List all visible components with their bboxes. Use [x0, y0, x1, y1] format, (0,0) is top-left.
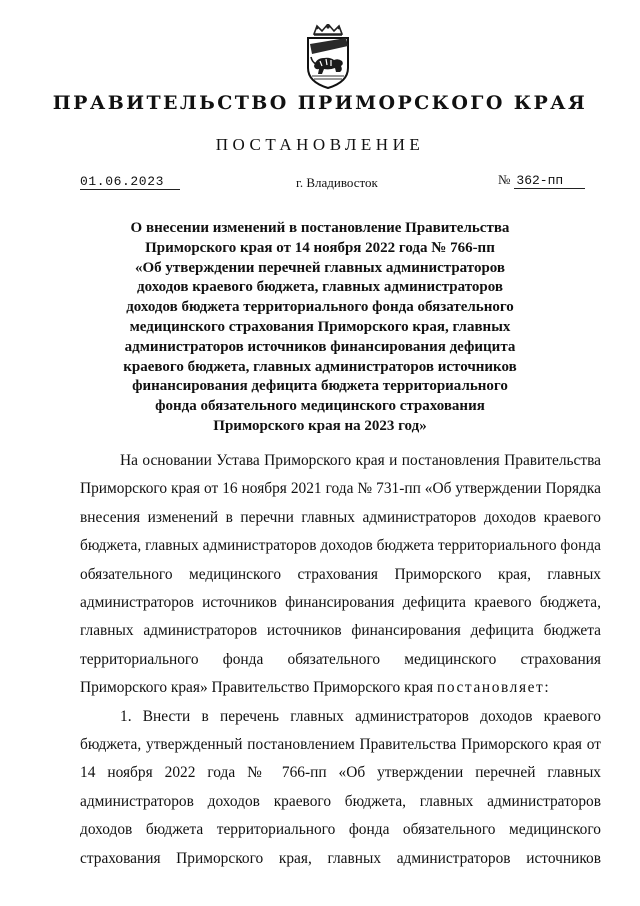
body-paragraph — [80, 703, 601, 873]
body-line: бюджета, утвержденный постановлением Правительства Приморского края от — [80, 736, 601, 754]
body-line: администраторов доходов краевого бюджета, главных администраторов — [80, 792, 601, 810]
number-label: № — [498, 172, 511, 187]
title-line: доходов краевого бюджета, главных администраторов — [137, 279, 503, 296]
document-body — [80, 447, 601, 873]
body-line: доходов бюджета территориального фонда обязательного медицинского — [80, 821, 601, 839]
document-title — [80, 219, 560, 437]
title-line: фонда обязательного медицинского страхования — [155, 398, 485, 415]
document-date: 01.06.2023 — [80, 174, 180, 190]
title-line: Приморского края на 2023 год» — [213, 417, 427, 434]
body-line: 1. Внести в перечень главных администраторов доходов краевого — [120, 707, 601, 725]
body-line: На основании Устава Приморского края и постановления Правительства — [120, 452, 601, 469]
title-line: финансирования дефицита бюджета территориального — [132, 378, 508, 395]
body-line: 14 ноября 2022 года № 766-пп «Об утверждении перечней главных — [80, 764, 601, 782]
body-paragraph — [80, 447, 601, 703]
document-city: г. Владивосток — [296, 175, 378, 190]
title-line: краевого бюджета, главных администраторов источников — [123, 358, 517, 375]
title-line: доходов бюджета территориального фонда обязательного — [126, 299, 514, 316]
government-title: ПРАВИТЕЛЬСТВО ПРИМОРСКОГО КРАЯ — [52, 92, 588, 114]
body-line: главных администраторов источников финансирования дефицита бюджета — [80, 622, 601, 640]
document-number: 362-пп — [514, 173, 585, 189]
title-line: администраторов источников финансирования дефицита — [124, 338, 516, 355]
body-line: обязательного медицинского страхования Приморского края, главных — [80, 565, 601, 583]
body-line: администраторов источников финансирования дефицита краевого бюджета, — [80, 594, 601, 612]
document-type: ПОСТАНОВЛЕНИЕ — [215, 135, 425, 154]
title-line: медицинского страхования Приморского края, главных — [129, 318, 511, 335]
decree-verb: постановляет: — [436, 679, 551, 697]
body-line: страхования Приморского края, главных администраторов источников — [80, 849, 601, 867]
body-line-text: Приморского края» Правительство Приморского края — [80, 679, 434, 697]
body-line — [80, 674, 601, 702]
document-number-field — [498, 172, 585, 189]
body-line: бюджета, главных администраторов доходов бюджета территориального фонда — [80, 537, 601, 555]
coat-of-arms-icon — [300, 24, 356, 90]
body-line: территориального фонда обязательного медицинского страхования — [80, 650, 601, 668]
title-line: «Об утверждении перечней главных администраторов — [134, 259, 506, 276]
title-line: Приморского края от 14 ноября 2022 года № 766-пп — [145, 239, 495, 256]
body-line: Приморского края от 16 ноября 2021 года № 731-пп «Об утверждении Порядка — [80, 480, 601, 498]
body-line: внесения изменений в перечни главных администраторов доходов краевого — [80, 508, 601, 526]
title-line: О внесении изменений в постановление Правительства — [130, 220, 510, 236]
